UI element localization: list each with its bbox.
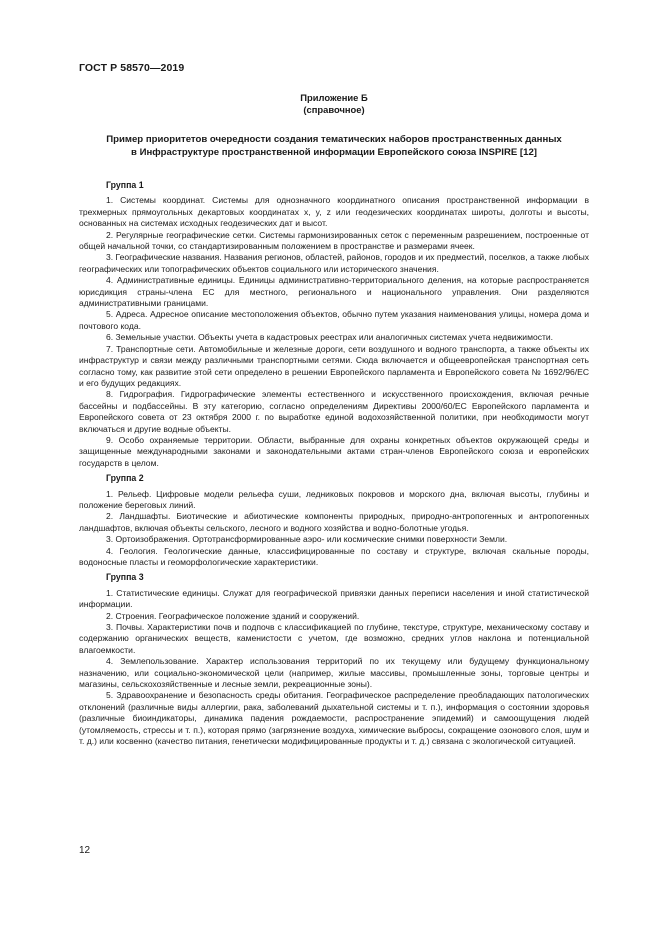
group-1-item-8: 8. Гидрография. Гидрографические элементы естественного и искусственного происхождения, включая речные бассейны и подбассейны. В эту категорию, согласно определениям Директивы 2000/60/ЕС Европейского парламента и Европейского совета от 23 октября 2000 г. по выработке единой водохозяйственной политики, при необходимости могут включаться и другие водные объекты. [79,389,589,434]
group-1-item-3: 3. Географические названия. Названия регионов, областей, районов, городов и их предместий, поселков, а также любых географических или топографических объектов социального или исторического значения. [79,252,589,274]
appendix-title [79,134,589,159]
group-2-item-2: 2. Ландшафты. Биотические и абиотические компоненты природных, природно-антропогенных и антропогенных ландшафтов, включая объекты сельского, лесного и водного хозяйства и водно-болотные угодья. [79,511,589,533]
group-1-item-4: 4. Административные единицы. Единицы административно-территориального деления, на которые распространяется юрисдикция страны-члена ЕС для местного, регионального и национального управления. Они разделяются административными границами. [79,275,589,309]
group-1-item-5: 5. Адреса. Адресное описание местоположения объектов, обычно путем указания наименования улицы, номера дома и почтового кода. [79,309,589,331]
title-line-1: Пример приоритетов очередности создания тематических наборов пространственных данных [106,134,562,145]
group-3-item-4: 4. Землепользование. Характер использования территорий по их текущему или будущему функциональному назначению, или социально-экономической цели (например, жилые массивы, промышленные зоны, торговые центры и магазины, сельскохозяйственные и лесные земли, рекреационные зоны). [79,656,589,690]
group-2-item-3: 3. Ортоизображения. Ортотрансформированные аэро- или космические снимки поверхности Земли. [106,534,508,545]
document-body [79,180,589,748]
document-code: ГОСТ Р 58570—2019 [79,62,185,74]
appendix-label: Приложение Б [300,92,368,103]
group-3-item-5: 5. Здравоохранение и безопасность среды обитания. Географическое распределение преобладающих патологических отклонений (различные виды аллергии, рака, заболеваний дыхательной системы и т. п.), информация о состоянии здоровья (различные биоиндикаторы, динамика падения рождаемости, распространение эпидемий) и самоощущения людей (утомляемость, стрессы и т. п.), которая прямо (загрязнение воздуха, химические выбросы, сокращение озонового слоя, шум и т. д.) или косвенно (качество питания, генетически модифицированные продукты и т. д.) связана с экологической ситуацией. [79,690,589,747]
group-3-item-2: 2. Строения. Географическое положение зданий и сооружений. [106,610,360,621]
group-1-item-2: 2. Регулярные географические сетки. Системы гармонизированных сеток с переменным разрешением, построенные от общей начальной точки, со стандартизированным положением в пространстве и размерами ячеек. [79,229,589,252]
group-2-item-1: 1. Рельеф. Цифровые модели рельефа суши, ледниковых покровов и морского дна, включая высоты, глубины и положение береговых линий. [79,488,589,510]
group-3-heading: Группа 3 [106,572,144,583]
group-3-item-3: 3. Почвы. Характеристики почв и подпочв с классификацией по глубине, текстуре, структуре, механическому составу и содержанию органических веществ, каменистости с учетом, где возможно, средних углов наклона и потенциальной влагоемкости. [79,622,589,655]
group-1-item-7: 7. Транспортные сети. Автомобильные и железные дороги, сети воздушного и водного транспорта, а также объекты их инфраструктур и связи между различными транспортными сетями. Сюда включается и общеевропейская транспортная сеть согласно тому, как развитие этой сети определено в решении Европейского парламента и Европейского совета № 1692/96/ЕС и его будущих редакциях. [79,343,589,388]
group-3-item-1: 1. Статистические единицы. Служат для географической привязки данных переписи населения и иной статистической информации. [79,587,589,610]
appendix-status: (справочное) [303,104,365,115]
page-number: 12 [79,845,91,856]
group-2-item-4: 4. Геология. Геологические данные, классифицированные по составу и структуре, включая скальные породы, водоносные пласты и геоморфологические характеристики. [79,545,589,567]
group-1-item-9: 9. Особо охраняемые территории. Области, выбранные для охраны конкретных объектов окружающей среды и защищенные международными законами и законодательными актами стран-членов Европейского союза и европейских государств в целом. [79,434,589,468]
appendix-heading [79,92,589,116]
group-1-heading: Группа 1 [106,180,144,190]
group-1-item-1: 1. Системы координат. Системы для однозначного координатного описания пространственной информации в трехмерных прямоугольных декартовых координатах x, y, z или геодезических координатах широты, долготы и высоты, основанных на системах исходных геодезических дат и высот. [79,195,589,229]
group-2-heading: Группа 2 [106,473,144,484]
title-line-2: в Инфраструктуре пространственной информации Европейского союза INSPIRE [12] [131,146,537,158]
group-1-item-6: 6. Земельные участки. Объекты учета в кадастровых реестрах или аналогичных системах учета недвижимости. [106,332,554,343]
